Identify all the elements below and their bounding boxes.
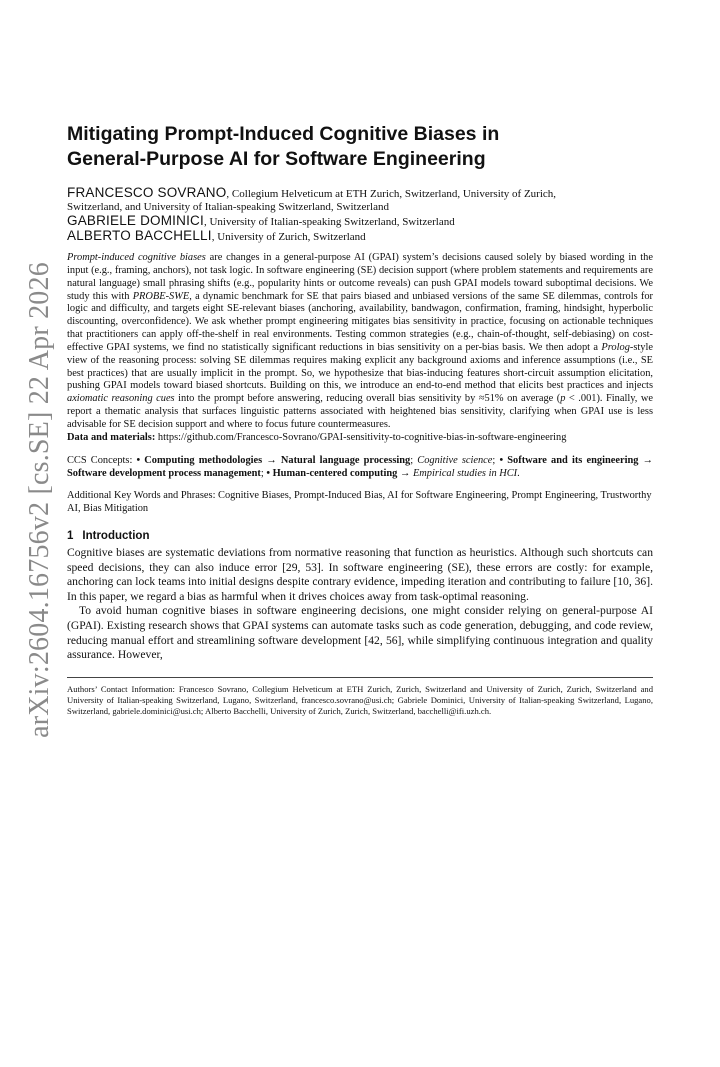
intro-paragraph-2: To avoid human cognitive biases in software engineering decisions, one might consider relying on general-purpose AI (GPAI). Existing research shows that GPAI systems can automate tasks such as code generation, debugging, and code review, reducing manual effort and streamlining software development [42, 56], while simplifying continuous integration and quality assurance. However, — [67, 604, 653, 662]
abstract-term: Prompt-induced cognitive biases — [67, 252, 206, 263]
ccs-concept: • Computing methodologies → Natural language processing — [136, 454, 411, 466]
section-number: 1 — [67, 530, 74, 543]
abstract-text: are changes in a general-purpose AI (GPAI) system’s decisions caused solely by biased wording in the input (e.g., framing, anchors), not task logic. In software engineering (SE) decision support (where problem statements and requirements are natural language) small phrasing shifts (e.g., popularity hints or outcome reveals) can push GPAI models toward suboptimal decisions. We study this with — [67, 252, 653, 302]
arxiv-side-stamp — [20, 262, 60, 738]
author-name: ALBERTO BACCHELLI — [67, 228, 212, 243]
benchmark-name: PROBE-SWE — [132, 290, 190, 302]
section-title: Introduction — [82, 530, 150, 543]
abstract-text: < .001). Finally, we report a thematic analysis that surfaces linguistic patterns associated with heightened bias sensitivity, clarifying when GPAI use is less advisable for SE decision support and where to focus future countermeasures. — [67, 393, 653, 430]
ccs-separator: ; — [260, 467, 267, 479]
ccs-concept: • Human-centered computing — [266, 467, 398, 479]
ccs-separator: . — [517, 467, 520, 479]
ccs-separator: ; — [492, 454, 500, 466]
ccs-concepts — [67, 455, 653, 481]
ccs-concept: Cognitive science — [417, 454, 493, 466]
ccs-concept: • Software and its engineering → Software development process management — [67, 454, 653, 479]
ccs-concept: → Empirical studies in HCI — [399, 467, 518, 479]
author-affiliation: , University of Italian-speaking Switzerland, Switzerland — [203, 216, 455, 228]
author-3 — [67, 229, 653, 244]
arxiv-identifier: arXiv:2604.16756v2 [cs.SE] 22 Apr 2026 — [24, 262, 55, 738]
title-line-2: General-Purpose AI for Software Engineering — [67, 148, 486, 170]
author-affiliation-cont: Switzerland, and University of Italian-speaking Switzerland, Switzerland — [67, 201, 389, 213]
author-list — [67, 186, 653, 244]
abstract-text: into the prompt before answering, reducing overall bias sensitivity by ≈51% on average ( — [174, 393, 561, 405]
author-name: GABRIELE DOMINICI — [67, 213, 204, 228]
abstract-text: -style view of the reasoning process: solving SE dilemmas requires making explicit any background axioms and inference assumptions (i.e., SE best practices) that are usually implicit in the prompt. So, we hypothesize that bias-inducing features short-circuit assumption elicitation, pushing GPAI models toward biased shortcuts. Building on this, we introduce an end-to-end method that elicits best practices and injects — [67, 341, 653, 392]
ccs-lead: CCS Concepts: — [67, 454, 137, 466]
author-affiliation: , University of Zurich, Switzerland — [211, 231, 366, 243]
author-name: FRANCESCO SOVRANO — [67, 185, 227, 200]
abstract-text: , a dynamic benchmark for SE that pairs biased and unbiased versions of the same SE dilemmas, controls for logic and difficulty, and targets eight SE-relevant biases (anchoring, availability, bandwagon, confirmation, framing, hindsight, hyperbolic discounting, overconfidence). We ask whether prompt engineering mitigates bias sensitivity in practice, focusing on actionable techniques that practitioners can apply off-the-shelf in real environments. Testing common strategies (e.g., chain-of-thought, self-debiasing) on cost-effective GPAI systems, we find no statistically significant reductions in bias sensitivity on a per-bias basis. We then adopt a — [67, 290, 653, 353]
author-1 — [67, 186, 653, 214]
author-affiliation: , Collegium Helveticum at ETH Zurich, Switzerland, University of Zurich, — [226, 188, 557, 200]
section-heading — [67, 530, 653, 542]
intro-paragraph-1: Cognitive biases are systematic deviations from normative reasoning that function as heuristics. Although such shortcuts can speed decisions, they can also induce error [29, 53]. In software engineering (SE), these errors are costly: for example, anchoring can lock teams into initial designs despite contrary evidence, impeding iteration and contributing to failure [10, 36]. In this paper, we regard a bias as harmful when it drives choices away from task-optimal reasoning. — [67, 546, 653, 603]
title-line-1: Mitigating Prompt-Induced Cognitive Biases in — [67, 123, 500, 145]
author-contact-footnote: Authors’ Contact Information: Francesco Sovrano, Collegium Helveticum at ETH Zurich, Zurich, Switzerland and University of Zurich, Zurich, Switzerland and University of Italian-speaking Switzerland, Lugano, Switzerland, francesco.sovrano@usi.ch; Gabriele Dominici, University of Italian-speaking Switzerland, Lugano, Switzerland, gabriele.dominici@usi.ch; Alberto Bacchelli, University of Zurich, Zurich, Switzerland, bacchelli@ifi.uzh.ch. — [67, 683, 653, 717]
ccs-separator: ; — [410, 454, 418, 466]
abstract — [67, 252, 653, 432]
data-materials-link[interactable]: https://github.com/Francesco-Sovrano/GPAI-sensitivity-to-cognitive-bias-in-software-engineering — [155, 431, 567, 443]
paper-title — [67, 122, 653, 172]
data-materials-label: Data and materials: — [67, 431, 156, 443]
keywords: Additional Key Words and Phrases: Cognitive Biases, Prompt-Induced Bias, AI for Software Engineering, Prompt Engineering, Trustworthy AI, Bias Mitigation — [67, 490, 652, 515]
footnote-divider — [67, 677, 653, 678]
p-value-symbol: p — [560, 393, 566, 405]
data-and-materials — [67, 432, 653, 445]
paper-content — [67, 122, 653, 717]
author-2 — [67, 214, 653, 229]
axiomatic-cues-term: axiomatic reasoning cues — [67, 393, 175, 405]
prolog-term: Prolog — [601, 341, 630, 353]
